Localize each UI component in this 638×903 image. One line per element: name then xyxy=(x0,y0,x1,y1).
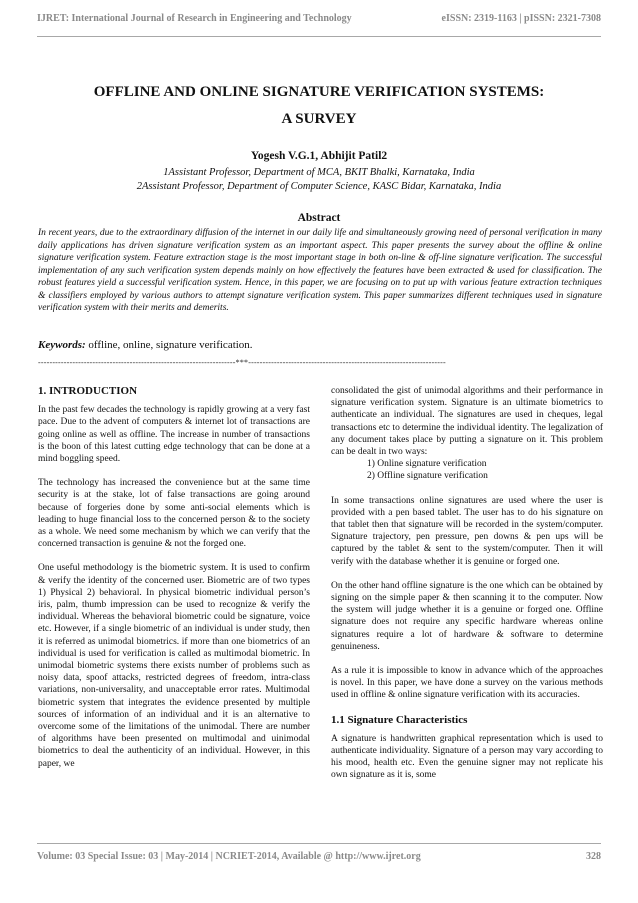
body-paragraph: A signature is handwritten graphical representation which is used to authenticate individuality. Signature of a person may vary according to his mood, health etc. Even the genuine signer may not replicate his own signature as it is, some xyxy=(331,733,603,781)
keywords xyxy=(38,339,602,351)
keywords-label: Keywords: xyxy=(38,339,86,351)
affiliation-1: 1Assistant Professor, Department of MCA, BKIT Bhalki, Karnataka, India xyxy=(163,167,475,178)
list-item: 1) Online signature verification xyxy=(367,459,487,470)
issn-numbers: eISSN: 2319-1163 | pISSN: 2321-7308 xyxy=(441,13,601,24)
title-line-2: A SURVEY xyxy=(281,111,357,127)
running-header xyxy=(37,13,601,24)
verification-types-list xyxy=(367,458,603,482)
footer-divider xyxy=(37,843,601,844)
journal-name: IJRET: International Journal of Research in Engineering and Technology xyxy=(37,13,352,24)
keywords-value: offline, online, signature verification. xyxy=(85,339,253,351)
body-paragraph: One useful methodology is the biometric system. It is used to confirm & verify the identity of the concerned user. Biometric are of two types 1) Physical 2) behavioral. In physical biometric individual person’s iris, palm, thumb impression can be used to recognize & verify the individual. Whereas the behavioral biometric could be signature, voice etc. However, if a single biometric of an individual is under study, then it is referred as unimodal biometrics. if more than one biometrics of an individual is used for verification is called as multimodal biometric. In unimodal biometric systems there exists number of problems such as noisy data, spoof attacks, restricted degrees of freedom, intra-class variations, non-universality, and unacceptable error rates. Multimodal biometric system that integrates the evidence presented by multiple sources of information of an individual and it is an alternative to overcome some of the limitations of the unimodal. There are number of algorithms have been presented on multimodal and uinimodal biometrics to deal the authenticity of an individual. However, in this paper, we xyxy=(38,563,310,769)
body-paragraph: As a rule it is impossible to know in advance which of the approaches is novel. In this paper, we have done a survey on the various methods used in offline & online signature verification with its accuracies. xyxy=(331,666,603,701)
affiliation-2: 2Assistant Professor, Department of Computer Science, KASC Bidar, Karnataka, India xyxy=(136,181,502,192)
title-line-1: OFFLINE AND ONLINE SIGNATURE VERIFICATION SYSTEMS: xyxy=(93,84,545,100)
abstract-heading: Abstract xyxy=(297,212,341,224)
list-item: 2) Offline signature verification xyxy=(367,471,488,482)
body-paragraph: In some transactions online signatures are used where the user is provided with a pen based tablet. The user has to do his signature on that tablet then that signature will be recorded in the system/computer. Signature trajectory, pen pressure, pen downs & pen ups will be captured by the tablet & sent to the system/computer. Then it will verify with the database whether it is genuine or forged one. xyxy=(331,495,603,567)
running-footer xyxy=(37,851,601,862)
header-divider xyxy=(37,36,601,37)
subsection-heading: 1.1 Signature Characteristics xyxy=(331,713,468,726)
volume-info: Volume: 03 Special Issue: 03 | May-2014 | NCRIET-2014, Available @ http://www.ijret.org xyxy=(37,851,421,862)
body-paragraph: On the other hand offline signature is the one which can be obtained by signing on the simple paper & then scanning it to the computer. Now the system will judge whether it is a genuine or forged one. Offline signature does not require any specific hardware whereas online signatures require a lot of hardware & software to determine genuineness. xyxy=(331,580,603,652)
introduction-heading: 1. INTRODUCTION xyxy=(38,385,138,397)
paper-title xyxy=(30,79,608,133)
left-column xyxy=(38,385,310,782)
author-list: Yogesh V.G.1, Abhijit Patil2 xyxy=(250,150,388,162)
abstract-text: In recent years, due to the extraordinary diffusion of the internet in our daily life and simultaneously growing need of personal verification in many daily applications has driven signature verification system as an important aspect. This paper presents the survey about the offline & online signature verification system. Feature extraction stage is the most important stage in both on-line & off-line signature verification. The successful implementation of any such verification system depends mainly on how effectively the features have been extracted & used for classification. The robust features yield a successful verification system. Hence, in this paper, we are focusing on to put up with various feature extraction techniques & classifiers employed by various authors to attempt signature verification system. This paper summarizes different techniques used in signature verification system with their merits and demerits. xyxy=(38,228,602,313)
body-paragraph: consolidated the gist of unimodal algorithms and their performance in signature verification system. Signature is an ultimate biometrics to authenticate an individual. The signatures are used in cheques, legal transactions etc to determine the individual identity. The legalization of any document takes place by putting a signature on it. This problem can be dealt in two ways: xyxy=(331,386,603,458)
section-separator: ---------------------------------------------------------------------***--------------------------------------------------------------------- xyxy=(38,358,446,367)
right-column xyxy=(331,385,603,794)
page-number: 328 xyxy=(586,851,601,862)
body-paragraph: The technology has increased the convenience but at the same time security is at the stake, lot of false transactions are going around because of forgeries done by some anti-social elements which is leading to huge financial loss to the concerned person & to the society as a whole. We need some mechanism by which we can verify that the concerned transaction is genuine & not the forged one. xyxy=(38,478,310,550)
affiliations xyxy=(30,166,608,194)
body-paragraph: In the past few decades the technology is rapidly growing at a very fast pace. Due to the advent of computers & internet lot of transactions are going online as well as offline. The increase in number of transactions is the boon of this latest cutting edge technology that can be done at a mind boggling speed. xyxy=(38,405,310,465)
